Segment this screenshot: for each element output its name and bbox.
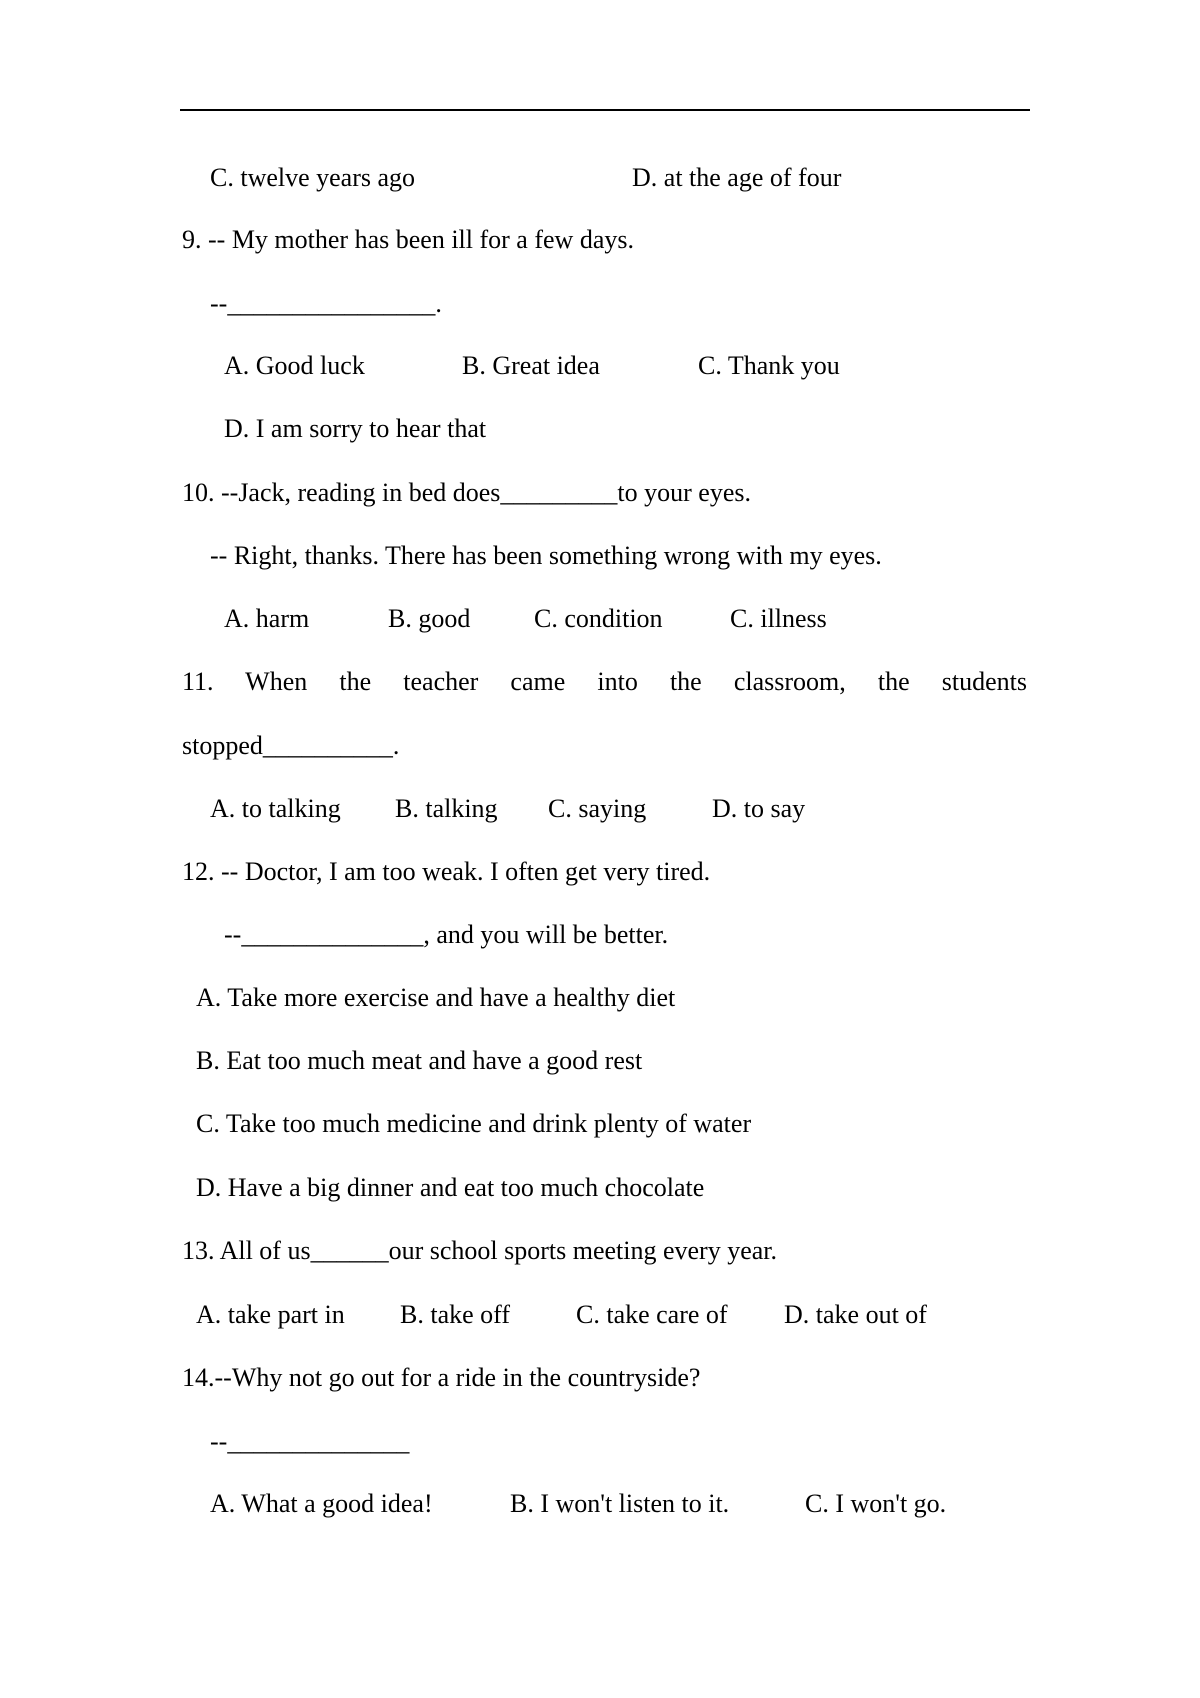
question-11-option-c: C. saying — [548, 794, 647, 823]
question-11-stem-line1: 11. When the teacher came into the classroom, the students — [182, 667, 1027, 696]
question-10-reply: -- Right, thanks. There has been something wrong with my eyes. — [210, 541, 882, 570]
question-12-option-b: B. Eat too much meat and have a good rest — [196, 1046, 643, 1075]
question-12-stem: 12. -- Doctor, I am too weak. I often get very tired. — [182, 857, 711, 886]
question-11-option-d: D. to say — [712, 794, 806, 823]
question-9-option-a: A. Good luck — [224, 351, 365, 380]
question-9-reply: --________________. — [210, 289, 442, 318]
question-14-option-b: B. I won't listen to it. — [510, 1489, 730, 1518]
question-13-option-a: A. take part in — [196, 1300, 345, 1329]
question-13-stem: 13. All of us______our school sports meeting every year. — [182, 1236, 778, 1265]
question-14-option-a: A. What a good idea! — [210, 1489, 433, 1518]
question-14-reply: --______________ — [210, 1427, 410, 1456]
question-10-stem: 10. --Jack, reading in bed does_________to your eyes. — [182, 478, 751, 507]
question-11-option-b: B. talking — [395, 794, 498, 823]
question-12-option-c: C. Take too much medicine and drink plenty of water — [196, 1109, 752, 1138]
question-9-stem: 9. -- My mother has been ill for a few days. — [182, 225, 634, 254]
question-14-option-c: C. I won't go. — [805, 1489, 947, 1518]
question-14-stem: 14.--Why not go out for a ride in the countryside? — [182, 1363, 701, 1392]
question-11-stem-line2: stopped__________. — [182, 731, 400, 760]
question-12-reply: --______________, and you will be better. — [224, 920, 669, 949]
question-9-option-b: B. Great idea — [462, 351, 600, 380]
question-13-option-b: B. take off — [400, 1300, 510, 1329]
question-12-option-a: A. Take more exercise and have a healthy diet — [196, 983, 676, 1012]
question-11-option-a: A. to talking — [210, 794, 341, 823]
question-9-option-d: D. I am sorry to hear that — [224, 414, 487, 443]
question-13-option-d: D. take out of — [784, 1300, 927, 1329]
option-c-prev: C. twelve years ago — [210, 163, 416, 192]
question-10-option-a: A. harm — [224, 604, 310, 633]
question-10-option-c: C. condition — [534, 604, 663, 633]
question-9-option-c: C. Thank you — [698, 351, 840, 380]
question-13-option-c: C. take care of — [576, 1300, 728, 1329]
question-10-option-b: B. good — [388, 604, 471, 633]
option-d-prev: D. at the age of four — [632, 163, 842, 192]
question-10-option-d: C. illness — [730, 604, 827, 633]
header-rule — [180, 109, 1030, 111]
question-12-option-d: D. Have a big dinner and eat too much chocolate — [196, 1173, 705, 1202]
